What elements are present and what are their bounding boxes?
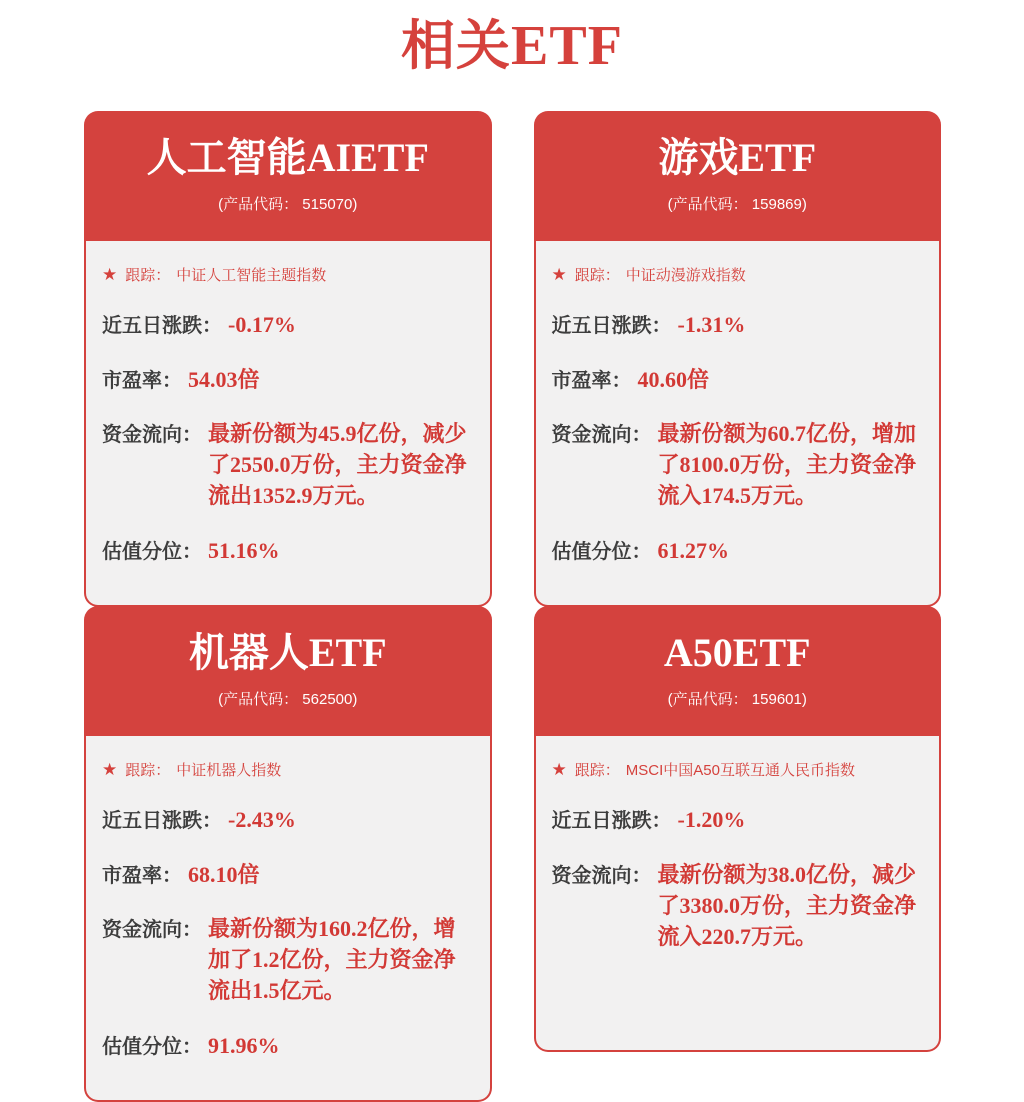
card-body [534,241,942,606]
field-label: 市盈率： [102,369,182,392]
field-value: 61.27% [657,537,729,563]
field-change5d [552,804,926,835]
star-icon: ★ [102,265,118,285]
product-code: (产品代码： 159601) [667,691,807,709]
page-title-zh: 相关 [401,16,512,76]
field-label: 市盈率： [551,369,632,392]
field-value: 91.96% [208,1032,280,1058]
field-value: 最新份额为38.0亿份，减少了3380.0万份，主力资金净流入220.7万元。 [657,861,917,950]
field-pe [102,859,476,890]
field-label: 近五日涨跌： [551,810,672,833]
product-code: (产品代码： 562500) [218,691,358,709]
tracking-label: 跟踪： [574,762,620,780]
field-flow [102,418,476,512]
field-valuation [102,535,476,566]
field-label: 资金流向： [551,423,652,446]
card-header [84,111,492,241]
card-title-zh: 游戏 [658,136,739,181]
tracking-row [552,264,926,285]
card-header [84,606,492,736]
card-title-zh: 机器人 [188,631,309,676]
tracking-row [102,264,476,285]
field-label: 估值分位： [102,540,202,563]
field-label: 估值分位： [551,540,652,563]
card-ai-etf [84,111,492,566]
card-title [188,630,387,676]
product-code: (产品代码： 515070) [218,196,358,214]
field-label: 估值分位： [102,1035,202,1058]
star-icon: ★ [102,760,118,780]
field-label: 资金流向： [102,918,202,941]
card-title [146,135,429,181]
star-icon: ★ [551,760,567,780]
field-valuation [102,1030,476,1061]
field-flow [552,418,926,512]
field-label: 市盈率： [102,864,182,887]
field-label: 资金流向： [551,864,652,887]
field-change5d [102,309,476,340]
field-flow [102,913,476,1007]
tracking-index: 中证人工智能主题指数 [176,267,327,285]
field-value: -1.20% [677,807,746,833]
card-body [534,736,942,1052]
tracking-label: 跟踪： [574,267,620,285]
product-code: (产品代码： 159869) [667,196,807,214]
tracking-index: 中证机器人指数 [176,762,282,780]
tracking-row [102,759,476,780]
field-value: 54.03倍 [188,366,260,392]
field-label: 近五日涨跌： [102,315,222,338]
card-a50-etf [534,606,942,1052]
field-change5d [552,309,926,340]
field-value: 最新份额为60.7亿份，增加了8100.0万份，主力资金净流入174.5万元。 [657,420,917,509]
field-value: 最新份额为45.9亿份，减少了2550.0万份，主力资金净流出1352.9万元。 [208,420,467,509]
field-pe [102,364,476,395]
card-title-en: AIETF [306,135,429,181]
card-title-en: ETF [738,135,817,181]
card-title-zh: 人工智能 [146,136,307,181]
field-value: -0.17% [228,312,296,338]
card-title [663,630,811,676]
field-valuation [552,535,926,566]
card-header [534,111,942,241]
field-value: 68.10倍 [188,861,260,887]
tracking-index: 中证动漫游戏指数 [625,267,746,285]
field-value: 51.16% [208,537,280,563]
tracking-label: 跟踪： [125,762,171,780]
card-game-etf [534,111,942,566]
field-value: -1.31% [677,312,746,338]
field-value: 40.60倍 [637,366,710,392]
star-icon: ★ [551,265,567,285]
field-change5d [102,804,476,835]
card-body [84,736,492,1101]
page-title-en: ETF [511,15,623,77]
field-flow [552,859,926,953]
card-robot-etf [84,606,492,1058]
tracking-label: 跟踪： [125,267,171,285]
page-title [0,14,1024,78]
card-title [658,135,817,181]
field-value: 最新份额为160.2亿份，增加了1.2亿份，主力资金净流出1.5亿元。 [208,915,456,1004]
card-title-en: A50ETF [663,630,811,676]
tracking-row [552,759,926,780]
card-body [84,241,492,606]
field-label: 资金流向： [102,423,202,446]
etf-card-grid [0,111,1024,1058]
tracking-index: MSCI中国A50互联互通人民币指数 [625,762,855,780]
field-label: 近五日涨跌： [102,810,222,833]
card-header [534,606,942,736]
card-title-en: ETF [308,630,387,676]
field-pe [552,364,926,395]
field-label: 近五日涨跌： [551,315,672,338]
field-value: -2.43% [228,807,296,833]
